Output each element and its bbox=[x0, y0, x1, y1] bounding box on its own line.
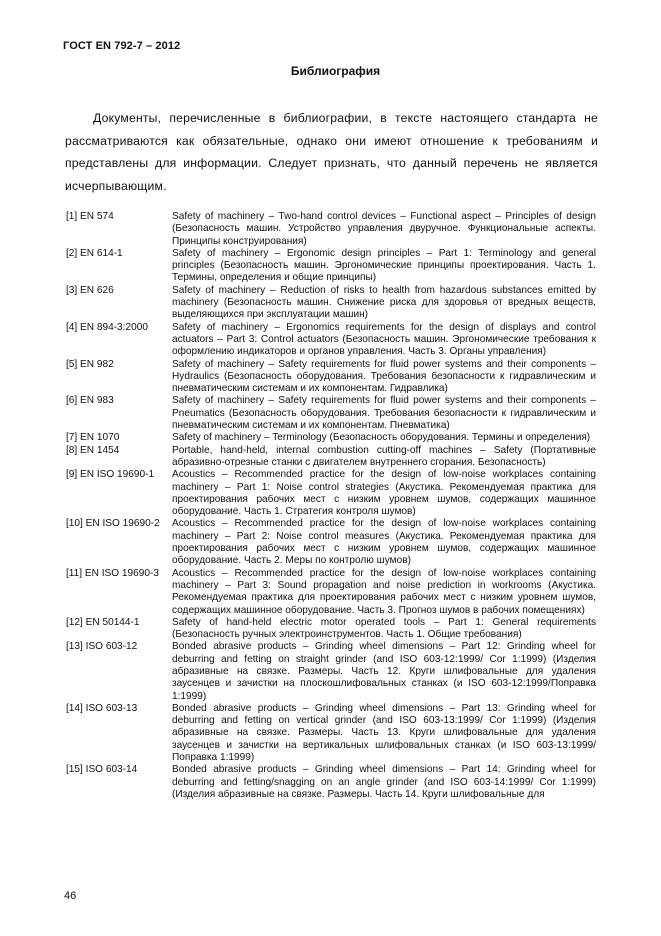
entry-text: Safety of machinery – Safety requirements for fluid power systems and their components – Hydraulics (Безопасность оборудования. Требования безопасности к гидравлическим и пневматическим системам и их компонентам. Гидравлика) bbox=[172, 358, 596, 395]
bibliography-entry bbox=[66, 703, 596, 764]
entry-ref: [8] EN 1454 bbox=[66, 444, 120, 456]
entry-ref: [2] EN 614-1 bbox=[66, 247, 123, 259]
bibliography-entry bbox=[66, 617, 596, 642]
entry-ref: [6] EN 983 bbox=[66, 395, 114, 407]
page-number: 46 bbox=[64, 890, 77, 902]
bibliography-list bbox=[66, 211, 596, 801]
entry-ref: [14] ISO 603-13 bbox=[66, 702, 138, 714]
entry-text: Acoustics – Recommended practice for the design of low-noise workplaces containing machinery – Part 1: Noise control strategies (Акустика. Рекомендуемая практика для проектирования рабочих мест с низким уровнем шумов, содержащих машинное оборудование. Часть 1. Стратегия контроля шумов) bbox=[172, 469, 596, 518]
entry-text: Safety of machinery – Two-hand control devices – Functional aspect – Principles of design (Безопасность машин. Устройство управления двуручное. Функциональные аспекты. Принципы конструирования) bbox=[172, 211, 596, 247]
entry-text: Safety of machinery – Ergonomics requirements for the design of displays and control actuators – Part 3: Control actuators (Безопасность машин. Эргономические требования к оформлению индикаторов и органов управления. Часть 3. Органы управления) bbox=[172, 321, 596, 358]
entry-text: Acoustics – Recommended practice for the design of low-noise workplaces containing machinery – Part 3: Sound propagation and noise prediction in workrooms (Акустика. Рекомендуемая практика для проектирования рабочих мест с низким уровнем шумов, содержащих машинное оборудование. Часть 3. Прогноз шумов в рабочих помещениях) bbox=[172, 567, 596, 616]
entry-ref: [7] EN 1070 bbox=[66, 432, 120, 444]
bibliography-entry bbox=[66, 248, 596, 285]
bibliography-entry bbox=[66, 641, 596, 702]
bibliography-entry bbox=[66, 285, 596, 322]
bibliography-entry bbox=[66, 445, 596, 470]
entry-ref: [11] EN ISO 19690-3 bbox=[66, 567, 159, 579]
bibliography-entry bbox=[66, 211, 596, 248]
entry-ref: [5] EN 982 bbox=[66, 358, 114, 370]
bibliography-entry bbox=[66, 395, 596, 432]
entry-text: Safety of machinery – Terminology (Безопасность оборудования. Термины и определения) bbox=[172, 432, 591, 444]
entry-ref: [15] ISO 603-14 bbox=[66, 764, 138, 776]
standard-header: ГОСТ EN 792-7 – 2012 bbox=[63, 40, 181, 52]
bibliography-entry bbox=[66, 518, 596, 567]
entry-ref: [4] EN 894-3:2000 bbox=[66, 321, 148, 333]
entry-text: Safety of machinery – Reduction of risks to health from hazardous substances emitted by machinery (Безопасность машин. Снижение риска для здоровья от вредных веществ, выделяющихся при эксплуатации машин) bbox=[172, 284, 596, 321]
entry-ref: [12] EN 50144-1 bbox=[66, 616, 140, 628]
entry-text: Safety of machinery – Ergonomic design principles – Part 1: Terminology and general principles (Безопасность машин. Эргономические принципы проектирования. Часть 1. Термины, определения и общие принципы) bbox=[172, 247, 596, 284]
bibliography-entry bbox=[66, 359, 596, 396]
intro-paragraph: Документы, перечисленные в библиографии, в тексте настоящего стандарта не рассматриваются как обязательные, однако они имеют отношение к требованиям и представлены для информации. Следует признать, что данный перечень не является исчерпывающим. bbox=[65, 111, 598, 194]
bibliography-entry bbox=[66, 322, 596, 359]
entry-ref: [9] EN ISO 19690-1 bbox=[66, 469, 155, 481]
entry-text: Portable, hand-held, internal combustion cutting-off machines – Safety (Портативные абразивно-отрезные станки с двигателем внутреннего сгорания. Безопасность) bbox=[172, 444, 596, 468]
entry-ref: [13] ISO 603-12 bbox=[66, 641, 138, 653]
bibliography-entry bbox=[66, 764, 596, 801]
entry-text: Bonded abrasive products – Grinding wheel dimensions – Part 12: Grinding wheel for deburring and fetting on straight grinder (and ISO 603-12:1999/ Cor 1:1999) (Изделия абразивные на связке. Размеры. Часть 12. Круги шлифовальные для удаления заусенцев и зачистки на плоскошлифовальных станках (и ISO 603-12:1999/Поправка 1:1999) bbox=[172, 641, 596, 702]
entry-text: Safety of hand-held electric motor operated tools – Part 1: General requirements (Безопасность ручных электроинструментов. Часть 1. Общие требования) bbox=[172, 616, 596, 641]
entry-text: Acoustics – Recommended practice for the design of low-noise workplaces containing machinery – Part 2: Noise control measures (Акустика. Рекомендуемая практика для проектирования рабочих мест с низким уровнем шумов, содержащих машинное оборудование. Часть 2. Меры по контролю шумов) bbox=[172, 518, 596, 567]
entry-text: Safety of machinery – Safety requirements for fluid power systems and their components – Pneumatics (Безопасность оборудования. Требования безопасности к гидравлическим и пневматическим системам и их компонентам. Пневматика) bbox=[172, 395, 596, 432]
bibliography-entry bbox=[66, 469, 596, 518]
page-title: Библиография bbox=[290, 64, 381, 78]
bibliography-entry bbox=[66, 432, 596, 444]
entry-ref: [3] EN 626 bbox=[66, 284, 114, 296]
entry-ref: [1] EN 574 bbox=[66, 211, 114, 222]
entry-text: Bonded abrasive products – Grinding wheel dimensions – Part 13: Grinding wheel for deburring and fetting on vertical grinder (and ISO 603-13:1999/ Cor 1:1999) (Изделия абразивные на связке. Размеры. Часть 13. Круги шлифовальные для удаления заусенцев и зачистки на вертикальных шлифовальных станках (и ISO 603-13:1999/Поправка 1:1999) bbox=[172, 702, 596, 764]
entry-text: Bonded abrasive products – Grinding wheel dimensions – Part 14: Grinding wheel for deburring and fetting/snagging on an angle grinder (and ISO 603-14:1999/ Cor 1:1999) (Изделия абразивные на связке. Размеры. Часть 14. Круги шлифовальные для bbox=[172, 764, 596, 800]
bibliography-entry bbox=[66, 568, 596, 617]
entry-ref: [10] EN ISO 19690-2 bbox=[66, 518, 160, 530]
